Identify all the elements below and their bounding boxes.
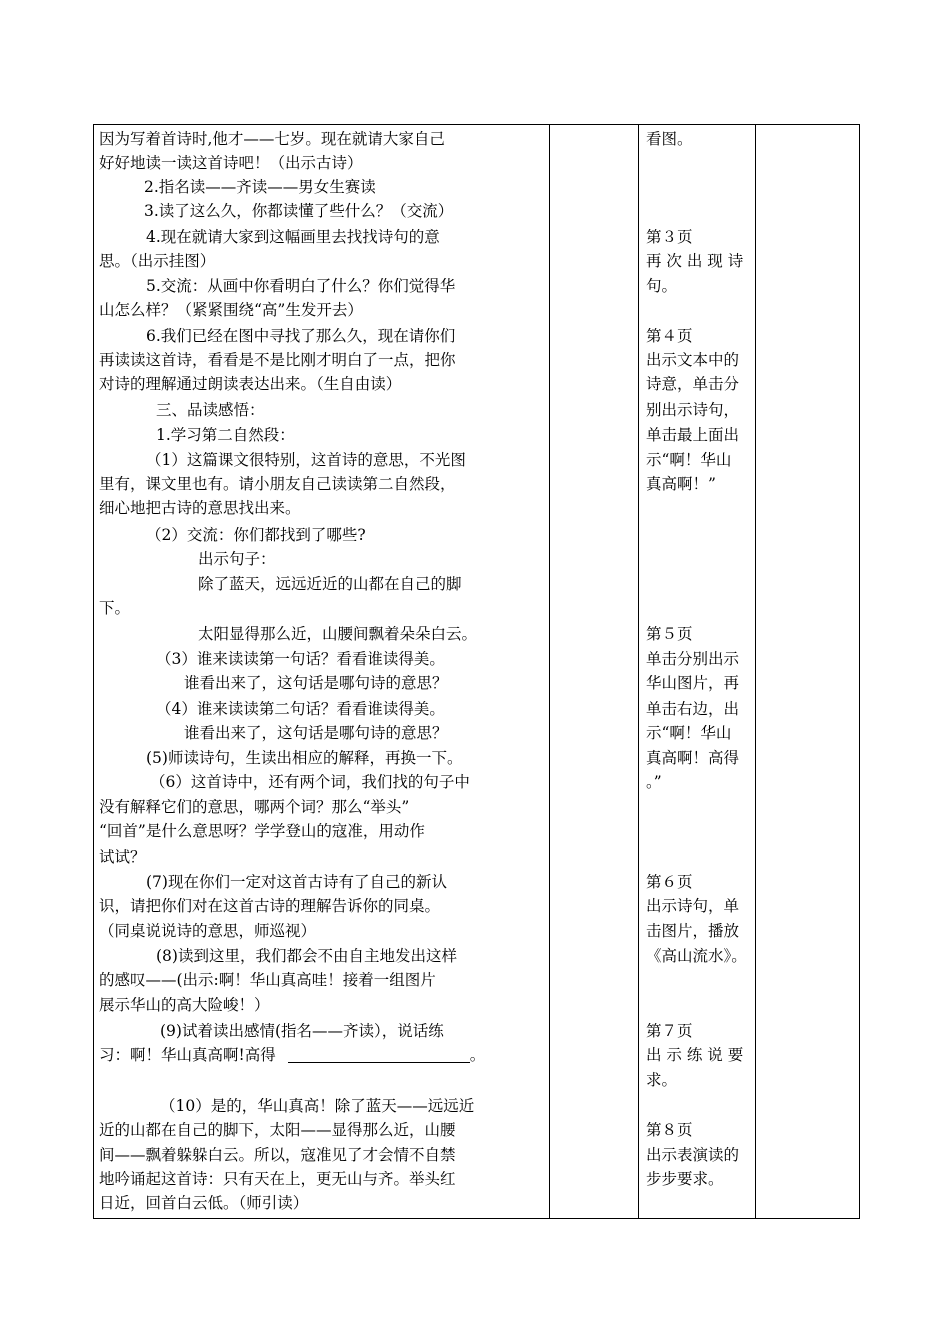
text-line: (9)试着读出感情(指名——齐读），说话练	[160, 1022, 444, 1040]
text-line: 识，请把你们对在这首古诗的理解告诉你的同桌。	[99, 897, 441, 915]
text-line: 因为写着首诗时,他才——七岁。现在就请大家自己	[99, 130, 445, 148]
text-line: (7)现在你们一定对这首古诗有了自己的新认	[146, 873, 447, 891]
note-line: 别出示诗句，	[646, 401, 740, 419]
note-page-number: 第５页	[646, 625, 693, 643]
note-line: 再 次 出 现 诗	[646, 252, 744, 270]
text-line: 没有解释它们的意思，哪两个词？那么“举头”	[99, 798, 410, 816]
note-line: 看图。	[646, 130, 693, 148]
text-line: （同桌说说诗的意思，师巡视）	[99, 922, 317, 940]
note-page-number: 第６页	[646, 873, 693, 891]
text-line: 谁看出来了，这句话是哪句诗的意思？	[184, 724, 448, 742]
note-line: 出示表演读的	[646, 1146, 740, 1164]
section-heading: 三、品读感悟：	[156, 401, 265, 419]
text-line: 6.我们已经在图中寻找了那么久，现在请你们	[146, 327, 456, 345]
text-line: （1）这篇课文很特别，这首诗的意思，不光图	[146, 451, 466, 469]
text-line: 2.指名读——齐读——男女生赛读	[144, 178, 376, 196]
text-line: “回首”是什么意思呀？学学登山的寇准，用动作	[99, 822, 425, 840]
text-line: 好好地读一读这首诗吧！（出示古诗）	[99, 154, 363, 172]
text-line: (5)师读诗句，生读出相应的解释，再换一下。	[146, 749, 463, 767]
note-line: 单击右边，出	[646, 700, 740, 718]
text-line: 再读读这首诗，看看是不是比刚才明白了一点，把你	[99, 351, 456, 369]
note-line: 句。	[646, 277, 678, 295]
text-line	[99, 1043, 485, 1067]
note-line: 华山图片，再	[646, 674, 740, 692]
note-line: 出示文本中的	[646, 351, 740, 369]
text-line: 谁看出来了，这句话是哪句诗的意思？	[184, 674, 448, 692]
note-line: 诗意，单击分	[646, 375, 740, 393]
column-divider	[638, 125, 639, 1218]
note-line: 真高啊！高得	[646, 749, 740, 767]
text-line: 太阳显得那么近，山腰间飘着朵朵白云。	[198, 625, 478, 643]
answer-blank	[288, 1045, 470, 1063]
text-line: （2）交流：你们都找到了哪些?	[146, 526, 366, 544]
text-line: 3.读了这么久，你都读懂了些什么？（交流）	[144, 202, 454, 220]
text-line: 对诗的理解通过朗读表达出来。（生自由读）	[99, 375, 402, 393]
text-line: 5.交流：从画中你看明白了什么？你们觉得华	[146, 277, 456, 295]
note-page-number: 第８页	[646, 1121, 693, 1139]
note-line: 击图片，播放	[646, 922, 740, 940]
text-line: 山怎么样？（紧紧围绕“高”生发开去）	[99, 301, 363, 319]
note-line: 。”	[646, 773, 662, 791]
note-line: 真高啊！”	[646, 475, 716, 493]
text-line: 4.现在就请大家到这幅画里去找找诗句的意	[146, 228, 440, 246]
note-line: 单击分别出示	[646, 650, 740, 668]
text-line: 的感叹——(出示:啊！华山真高哇！接着一组图片	[99, 971, 436, 989]
note-line: 出示诗句，单	[646, 897, 740, 915]
text-line: （4）谁来读读第二句话？看看谁读得美。	[156, 700, 445, 718]
text-line: 日近，回首白云低。（师引读）	[99, 1194, 309, 1212]
text-line: (8)读到这里，我们都会不由自主地发出这样	[156, 947, 457, 965]
note-line: 出 示 练 说 要	[646, 1046, 744, 1064]
note-line: 步步要求。	[646, 1170, 724, 1188]
note-line: 单击最上面出	[646, 426, 740, 444]
note-page-number: 第３页	[646, 228, 693, 246]
column-divider	[549, 125, 550, 1218]
text-line: （10）是的，华山真高！除了蓝天——远远近	[160, 1097, 475, 1115]
text-line: 细心地把古诗的意思找出来。	[99, 499, 301, 517]
text-line: 下。	[99, 599, 131, 617]
note-line: 《高山流水》。	[646, 947, 747, 965]
text-line: 试试？	[99, 848, 146, 866]
note-line: 示“啊！华山	[646, 451, 732, 469]
lesson-plan-table	[93, 124, 860, 1219]
text-line: 间——飘着躲躲白云。所以，寇准见了才会情不自禁	[99, 1146, 456, 1164]
text-line: 里有，课文里也有。请小朋友自己读读第二自然段，	[99, 475, 456, 493]
note-line: 示“啊！华山	[646, 724, 732, 742]
note-line: 求。	[646, 1071, 678, 1089]
note-page-number: 第４页	[646, 327, 693, 345]
text-line: 思。（出示挂图）	[99, 252, 216, 270]
blank-end-punct: 。	[469, 1046, 486, 1064]
text-line: 出示句子：	[198, 550, 276, 568]
text-line: 1.学习第二自然段：	[156, 426, 295, 444]
text-line-content: 习：啊！华山真高啊!高得	[99, 1046, 276, 1064]
note-page-number: 第７页	[646, 1022, 693, 1040]
text-line: 地吟诵起这首诗：只有天在上，更无山与齐。举头红	[99, 1170, 456, 1188]
text-line: 展示华山的高大险峻！）	[99, 996, 270, 1014]
text-line: 近的山都在自己的脚下，太阳——显得那么近，山腰	[99, 1121, 456, 1139]
text-line: （6）这首诗中，还有两个词，我们找的句子中	[150, 773, 470, 791]
column-divider	[755, 125, 756, 1218]
text-line: 除了蓝天，远远近近的山都在自己的脚	[198, 575, 462, 593]
text-line: （3）谁来读读第一句话？看看谁读得美。	[156, 650, 445, 668]
